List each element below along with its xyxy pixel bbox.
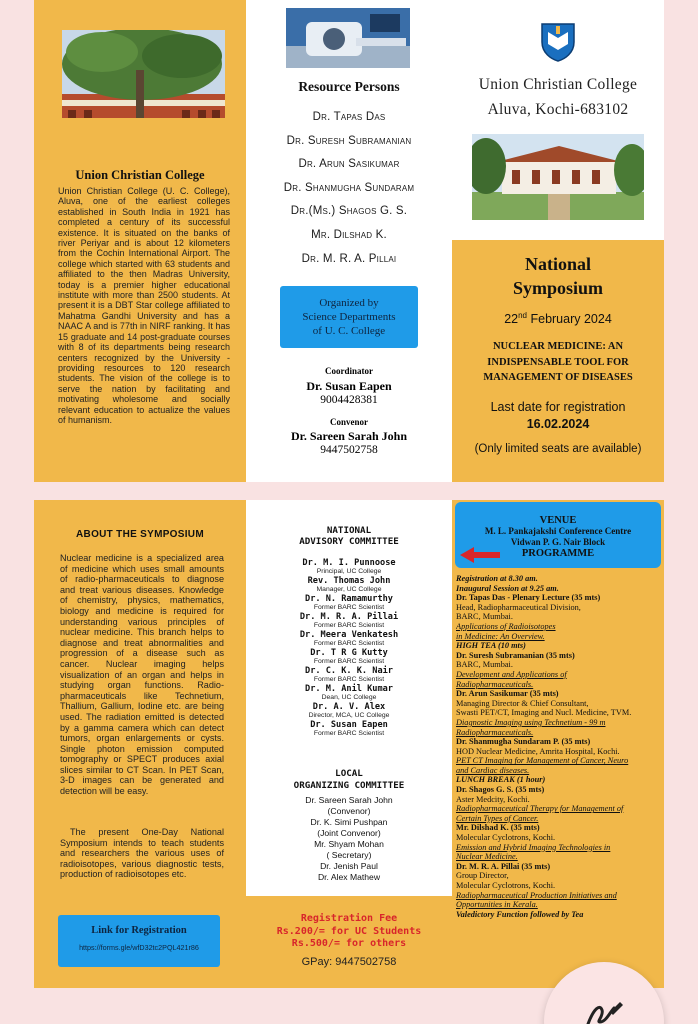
- advisory-name: Dr. Meera Venkatesh: [299, 630, 399, 640]
- programme-line: Valedictory Function followed by Tea: [456, 909, 584, 919]
- resource-person: Dr. Suresh Subramanian: [286, 134, 412, 147]
- programme-line: HOD Nuclear Medicine, Amrita Hospital, Kochi.: [456, 746, 620, 756]
- campus-photo: [472, 134, 644, 220]
- programme-line: BARC, Mumbai.: [456, 660, 513, 670]
- coordinator-label: Coordinator: [325, 366, 373, 376]
- advisory-role: Director, MCA, UC College: [308, 712, 390, 720]
- panel-about: [34, 500, 246, 988]
- coordinator-name: Dr. Susan Eapen: [306, 379, 392, 393]
- programme-line: Inaugural Session at 9.25 am.: [456, 583, 559, 593]
- resource-person: Mr. Dilshad K.: [311, 228, 387, 241]
- programme-line: Molecular Cyclotrons, Kochi.: [456, 881, 556, 890]
- local-heading: ORGANIZING COMMITTEE: [293, 780, 405, 791]
- about-paragraph: The present One-Day National Symposium intends to teach students and researchers the various uses of radioisotopes, various diagnostic tests, production of radioisotopes etc.: [60, 827, 224, 880]
- registration-link-box[interactable]: [58, 915, 220, 967]
- advisory-role: Principal, UC College: [316, 568, 382, 576]
- resource-person: Dr. M. R. A. Pillai: [301, 252, 397, 265]
- advisory-member: [246, 594, 452, 612]
- registration-fee-box: [246, 896, 452, 988]
- resource-person: Dr. Tapas Das: [312, 111, 386, 123]
- programme-line: Diagnostic Imaging using Technetium - 99 m: [456, 717, 606, 727]
- advisory-name: Rev. Thomas John: [307, 576, 391, 586]
- advisory-role: Former BARC Scientist: [313, 622, 385, 630]
- programme-line: Radiopharmaceuticals.: [456, 679, 534, 689]
- programme-line: Head, Radiopharmaceutical Division,: [456, 602, 581, 612]
- programme-line: Applications of Radioisotopes: [456, 621, 556, 631]
- programme-line: Group Director,: [456, 871, 509, 881]
- advisory-member: [246, 558, 452, 576]
- college-photo-frame: [62, 30, 225, 142]
- registration-link-label: Link for Registration: [91, 925, 187, 936]
- venue-line: M. L. Pankajakshi Conference Centre: [484, 526, 632, 536]
- programme-line: Radiopharmaceutical Therapy for Management of: [456, 804, 624, 814]
- local-member: Dr. Sareen Sarah John: [305, 795, 393, 805]
- theme-line: INDISPENSABLE TOOL FOR: [487, 356, 629, 368]
- programme-line: in Medicine: An Overview.: [456, 631, 545, 641]
- last-date: 16.02.2024: [526, 417, 590, 431]
- programme-line: Dr. Tapas Das - Plenary Lecture (35 mts): [456, 593, 601, 603]
- programme-list: [456, 574, 661, 988]
- advisory-role: Dean, UC College: [321, 694, 377, 702]
- programme-line: Mr. Dilshad K. (35 mts): [456, 823, 540, 833]
- programme-line: PET CT Imaging for Management of Cancer, Neuro: [456, 756, 629, 766]
- programme-line: Development and Applications of: [456, 669, 567, 679]
- advisory-name: Dr. M. I. Punnoose: [302, 558, 396, 568]
- advisory-member: [246, 702, 452, 720]
- advisory-member: [246, 648, 452, 666]
- programme-line: Radiopharmaceutical Production Initiatives and: [456, 890, 617, 900]
- lab-equipment-photo: [286, 8, 410, 68]
- programme-line: Emission and Hybrid Imaging Technologies in: [456, 842, 611, 852]
- event-date: [452, 311, 664, 326]
- programme-label: PROGRAMME: [521, 548, 595, 559]
- local-member-role: (Convenor): [327, 806, 371, 816]
- panel-resource-persons: [246, 0, 452, 482]
- programme-line: Registration at 8.30 am.: [456, 574, 538, 583]
- gpay-number: GPay: 9447502758: [301, 955, 397, 968]
- last-date-label: Last date for registration: [490, 400, 626, 414]
- seats-note: (Only limited seats are available): [474, 443, 642, 455]
- coordinator-phone: 9004428381: [320, 394, 378, 406]
- resource-person: Dr. Arun Sasikumar: [298, 158, 400, 171]
- fee-title: Registration Fee: [300, 913, 398, 924]
- venue-line: Vidwan P. G. Nair Block: [510, 537, 606, 547]
- programme-line: Radiopharmaceuticals.: [456, 727, 534, 737]
- brochure-outside: [34, 0, 664, 482]
- local-member-role: ( Secretary): [326, 850, 372, 860]
- advisory-name: Dr. T R G Kutty: [310, 648, 388, 658]
- resource-list: [246, 106, 452, 271]
- brochure-inside: [34, 500, 664, 988]
- registration-link-url[interactable]: https://forms.gle/wfD32tc2PQL421r86: [79, 943, 199, 952]
- programme-line: Certain Types of Cancer.: [456, 813, 539, 823]
- programme-line: Molecular Cyclotrons, Kochi.: [456, 833, 556, 843]
- theme-line: NUCLEAR MEDICINE: AN: [492, 341, 624, 352]
- programme-line: Dr. Arun Sasikumar (35 mts): [456, 689, 559, 699]
- local-list: [246, 795, 452, 883]
- advisory-role: Former BARC Scientist: [313, 658, 385, 666]
- theme-line: MANAGEMENT OF DISEASES: [483, 372, 633, 383]
- convenor-label: Convenor: [330, 417, 368, 427]
- organized-by-line: Science Departments: [302, 311, 396, 323]
- organized-by-line: of U. C. College: [312, 325, 386, 337]
- advisory-member: [246, 720, 452, 738]
- advisory-member: [246, 612, 452, 630]
- programme-line: Dr. Shagos G. S. (35 mts): [456, 785, 545, 795]
- programme-line: Aster Medcity, Kochi.: [456, 794, 530, 804]
- convenor-name: Dr. Sareen Sarah John: [290, 429, 408, 443]
- panel-programme: [452, 500, 664, 988]
- programme-line: BARC, Mumbai.: [456, 612, 513, 622]
- programme-line: Dr. Suresh Subramanian (35 mts): [456, 650, 575, 660]
- cover-info-block: [452, 240, 664, 482]
- advisory-name: Dr. M. Anil Kumar: [305, 684, 393, 694]
- programme-line: Dr. M. R. A. Pillai (35 mts): [456, 861, 551, 871]
- college-description: Union Christian College (U. C. College), Aluva, one of the earliest colleges established in South India in 1921 has completed a century of its successful existence. It is situated on the banks of river Periyar and is about 12 kilometers from the Cochin International Airport. The college which started with 63 students and affiliated to the then Madras University, today is a premier higher educational institute with more than 2500 students. At present it is a DBT Star college affiliated to Mahatma Gandhi University and has a NAAC A and is 77th in NIRF ranking. It has 15 graduate and 14 post-graduate courses with 8 of its departments being research centers recognized by the University - providing resources to 120 research students. The vision of the college is to serve the nation by facilitating and motivating wholesome and socially relevant education to actualize the values of humanism.: [58, 186, 230, 425]
- advisory-role: Former BARC Scientist: [313, 676, 385, 684]
- event-title-line1: National: [524, 254, 591, 274]
- organized-by-box: [280, 286, 418, 348]
- programme-line: Nuclear Medicine.: [456, 852, 518, 862]
- red-arrow-icon: [458, 545, 502, 565]
- resource-person: Dr. Shanmugha Sundaram: [283, 181, 415, 194]
- local-member: Dr. K. Simi Pushpan: [310, 817, 388, 827]
- advisory-role: Former BARC Scientist: [313, 730, 385, 738]
- date-rest: February 2024: [530, 312, 612, 327]
- event-title-line2: Symposium: [512, 278, 604, 298]
- programme-line: HIGH TEA (10 mts): [456, 641, 526, 651]
- date-day: 22: [504, 312, 519, 327]
- college-address: Aluva, Kochi-683102: [487, 101, 629, 118]
- organized-by-line: Organized by: [319, 297, 379, 309]
- local-member: Dr. Jenish Paul: [320, 861, 378, 871]
- date-suffix: nd: [518, 311, 527, 320]
- convenor-phone: 9447502758: [320, 444, 378, 456]
- panel-committees: [246, 500, 452, 988]
- fee-others: Rs.500/= for others: [291, 938, 407, 949]
- advisory-role: Former BARC Scientist: [313, 640, 385, 648]
- local-member: Dr. Alex Mathew: [317, 872, 381, 882]
- venue-label: VENUE: [539, 515, 577, 526]
- resource-title: Resource Persons: [298, 79, 400, 94]
- advisory-member: [246, 684, 452, 702]
- programme-line: LUNCH BREAK (1 hour): [456, 775, 546, 785]
- advisory-name: Dr. M. R. A. Pillai: [299, 612, 399, 622]
- college-heading: Union Christian College: [75, 168, 205, 182]
- event-theme: [452, 339, 664, 386]
- local-member: Mr. Shyam Mohan: [314, 839, 384, 849]
- programme-line: Swasti PET/CT, Imaging and Nucl. Medicine, TVM.: [456, 708, 632, 718]
- edit-pencil-icon: [584, 998, 624, 1024]
- about-paragraph: Nuclear medicine is a specialized area of medicine which uses small amounts of radio-pharmaceuticals to diagnose and treat various diseases. Knowledge of chemistry, physics, mathematics, biology and medicine is required for understanding various principles of nuclear medicine. This branch helps to diagnose and treat abnormalities and progression of a disease such as cancer. Nuclear imaging helps visualization of an organ and helps in studying organ functions. Radio-pharmaceuticals like Technetium, Thallium, Gallium, Iodine etc. are being used. The radiation emitted is detected by a gamma camera which can detect tumors, organ enlargements or cysts. Single photon emission computed tomography or SPECT produces axial slices similar to CT Scan. In PET Scan, 3-D images can be generated and detection will be easy.: [60, 553, 224, 797]
- advisory-list: [246, 558, 452, 738]
- advisory-member: [246, 630, 452, 648]
- fee-uc-students: Rs.200/= for UC Students: [276, 925, 422, 937]
- advisory-member: [246, 576, 452, 594]
- programme-line: Dr. Shanmugha Sundaram P. (35 mts): [456, 737, 591, 747]
- programme-line: Managing Director & Chief Consultant,: [456, 698, 589, 708]
- panel-college-info: [34, 0, 246, 482]
- advisory-heading: NATIONAL: [326, 525, 372, 536]
- advisory-name: Dr. A. V. Alex: [312, 702, 386, 712]
- advisory-name: Dr. Susan Eapen: [310, 720, 388, 730]
- college-name: Union Christian College: [478, 76, 638, 93]
- programme-line: and Cardiac diseases.: [456, 765, 530, 775]
- about-heading: ABOUT THE SYMPOSIUM: [76, 529, 204, 540]
- programme-line: Opportunities in Kerala.: [456, 900, 538, 910]
- local-heading: LOCAL: [335, 768, 363, 779]
- advisory-name: Dr. C. K. K. Nair: [305, 666, 393, 676]
- advisory-role: Former BARC Scientist: [313, 604, 385, 612]
- advisory-member: [246, 666, 452, 684]
- college-crest-icon: [540, 22, 576, 62]
- advisory-role: Manager, UC College: [316, 586, 382, 594]
- local-member-role: (Joint Convenor): [317, 828, 381, 838]
- advisory-heading: ADVISORY COMMITTEE: [299, 536, 399, 547]
- panel-cover: [452, 0, 664, 482]
- resource-person: Dr.(Ms.) Shagos G. S.: [290, 205, 408, 218]
- advisory-name: Dr. N. Ramamurthy: [305, 594, 393, 604]
